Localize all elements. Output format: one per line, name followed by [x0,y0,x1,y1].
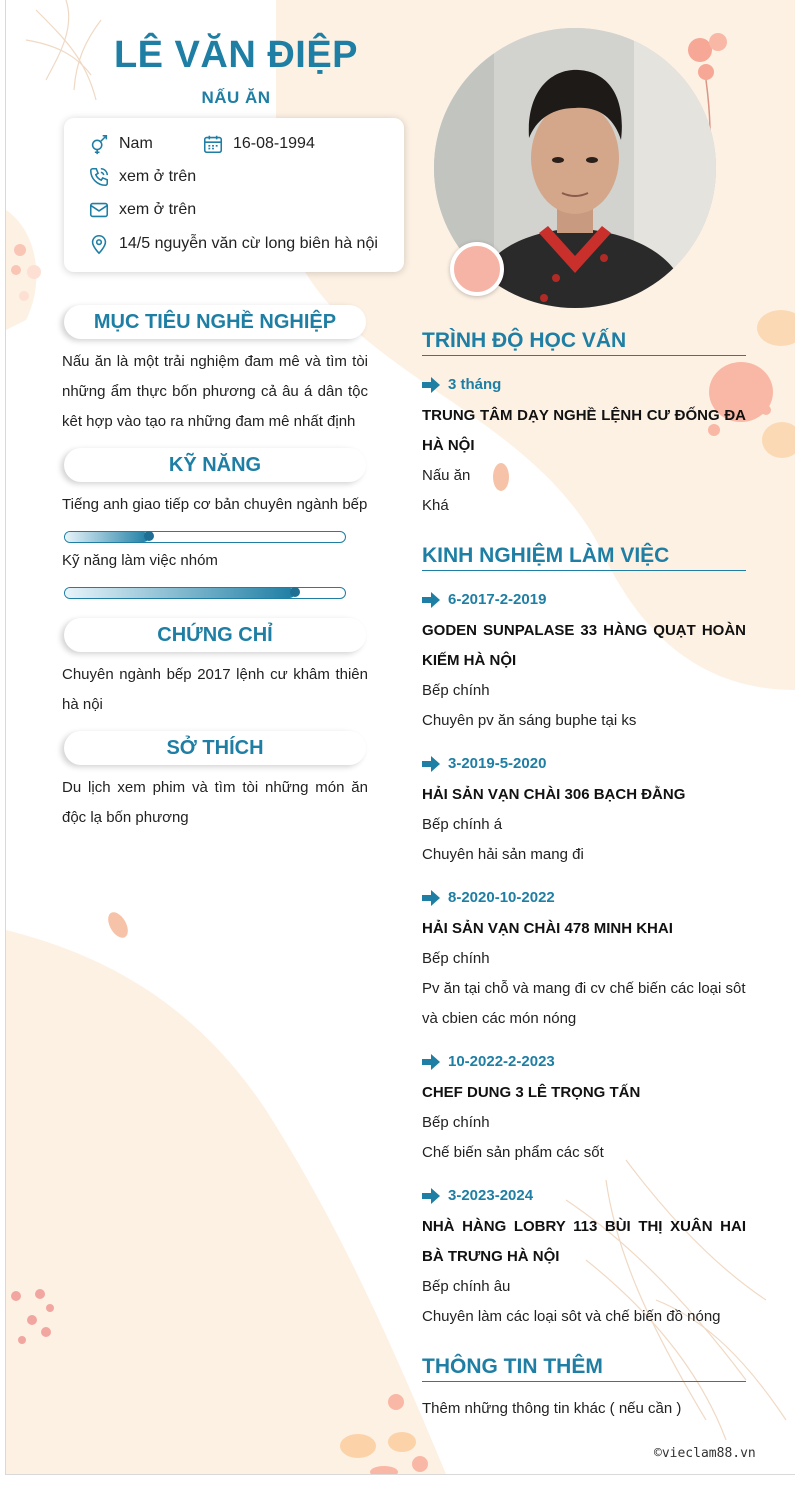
skill-level-bar [64,587,346,599]
education-date [422,376,501,393]
email-row [88,199,196,221]
experience-date-text: 10-2022-2-2023 [448,1053,555,1070]
contact-card [64,118,404,272]
phone-icon [88,166,110,188]
skill-level-fill [65,532,149,542]
certificates-text: Chuyên ngành bếp 2017 lệnh cư khâm thiên hà nội [62,666,368,713]
education-line: Nấu ăn [422,467,471,484]
education-org: TRUNG TÂM DẠY NGHỀ LỆNH CƯ ĐỐNG ĐA HÀ NỘI [422,407,746,454]
education-date-text: 3 tháng [448,376,502,393]
photo-accent-dot [450,242,504,296]
experience-desc: Chế biến sản phẩm các sốt [422,1144,604,1161]
location-icon [88,233,110,255]
experience-date-text: 6-2017-2-2019 [448,591,547,608]
experience-org: HẢI SẢN VẠN CHÀI 306 BẠCH ĐẰNG [422,786,686,803]
experience-role: Bếp chính [422,1114,490,1131]
gender-value: Nam [119,135,153,152]
arrow-right-icon [422,592,440,608]
objective-heading: MỤC TIÊU NGHỀ NGHIỆP [64,305,366,339]
education-line: Khá [422,497,449,514]
experience-date [422,1053,555,1070]
skill-level-knob [144,531,154,541]
address-row [88,233,378,255]
email-value: xem ở trên [119,201,197,218]
calendar-icon [202,133,224,155]
experience-role: Bếp chính [422,950,490,967]
skills-heading: KỸ NĂNG [64,448,366,482]
experience-org: GODEN SUNPALASE 33 HÀNG QUẠT HOÀN KIẾM HÀ NỘI [422,622,746,669]
candidate-name: LÊ VĂN ĐIỆP [113,34,359,76]
experience-date [422,889,555,906]
experience-date-text: 3-2019-5-2020 [448,755,547,772]
job-title: NẤU ĂN [201,88,271,107]
experience-heading: KINH NGHIỆM LÀM VIỆC [422,544,746,571]
experience-date-text: 8-2020-10-2022 [448,889,555,906]
skill-level-knob [290,587,300,597]
arrow-right-icon [422,1188,440,1204]
experience-org: NHÀ HÀNG LOBRY 113 BÙI THỊ XUÂN HAI BÀ TRƯNG HÀ NỘI [422,1218,746,1265]
address-value: 14/5 nguyễn văn cừ long biên hà nội [119,235,378,252]
experience-org: CHEF DUNG 3 LÊ TRỌNG TẤN [422,1084,641,1101]
experience-role: Bếp chính á [422,816,503,833]
experience-date [422,1187,533,1204]
arrow-right-icon [422,377,440,393]
experience-role: Bếp chính âu [422,1278,511,1295]
experience-desc: Chuyên hải sản mang đi [422,846,584,863]
experience-role: Bếp chính [422,682,490,699]
experience-org: HẢI SẢN VẠN CHÀI 478 MINH KHAI [422,920,673,937]
hobbies-heading: SỞ THÍCH [64,731,366,765]
phone-row [88,166,196,188]
skill-level-bar [64,531,346,543]
skill-label: Kỹ năng làm việc nhóm [62,552,218,569]
arrow-right-icon [422,890,440,906]
gender-row [88,133,153,155]
birthday-value: 16-08-1994 [233,135,315,152]
birthday-row [202,133,315,155]
skill-label: Tiếng anh giao tiếp cơ bản chuyên ngành bếp [62,496,368,513]
copyright-text: ©vieclam88.vn [654,1446,756,1461]
arrow-right-icon [422,756,440,772]
experience-desc: Chuyên pv ăn sáng buphe tại ks [422,712,637,729]
certificates-heading: CHỨNG CHỈ [64,618,366,652]
gender-icon [88,133,110,155]
skill-level-fill [65,588,295,598]
extra-text: Thêm những thông tin khác ( nếu cần ) [422,1400,682,1417]
experience-date [422,591,546,608]
education-heading: TRÌNH ĐỘ HỌC VẤN [422,329,746,356]
experience-date [422,755,546,772]
phone-value: xem ở trên [119,168,197,185]
experience-desc: Pv ăn tại chỗ và mang đi cv chế biến các loại sôt và cbien các món nóng [422,980,746,1027]
mail-icon [88,199,110,221]
extra-heading: THÔNG TIN THÊM [422,1355,746,1382]
objective-text: Nấu ăn là một trải nghiệm đam mê và tìm tòi những ẩm thực bốn phương cả âu á dân tộc kêt hợp vào tạo ra những đam mê nhất định [62,353,368,430]
experience-date-text: 3-2023-2024 [448,1187,534,1204]
arrow-right-icon [422,1054,440,1070]
hobbies-text: Du lịch xem phim và tìm tòi những món ăn độc lạ bốn phương [62,779,368,826]
cv-page [5,0,795,1475]
experience-desc: Chuyên làm các loại sôt và chế biến đồ nóng [422,1308,721,1325]
